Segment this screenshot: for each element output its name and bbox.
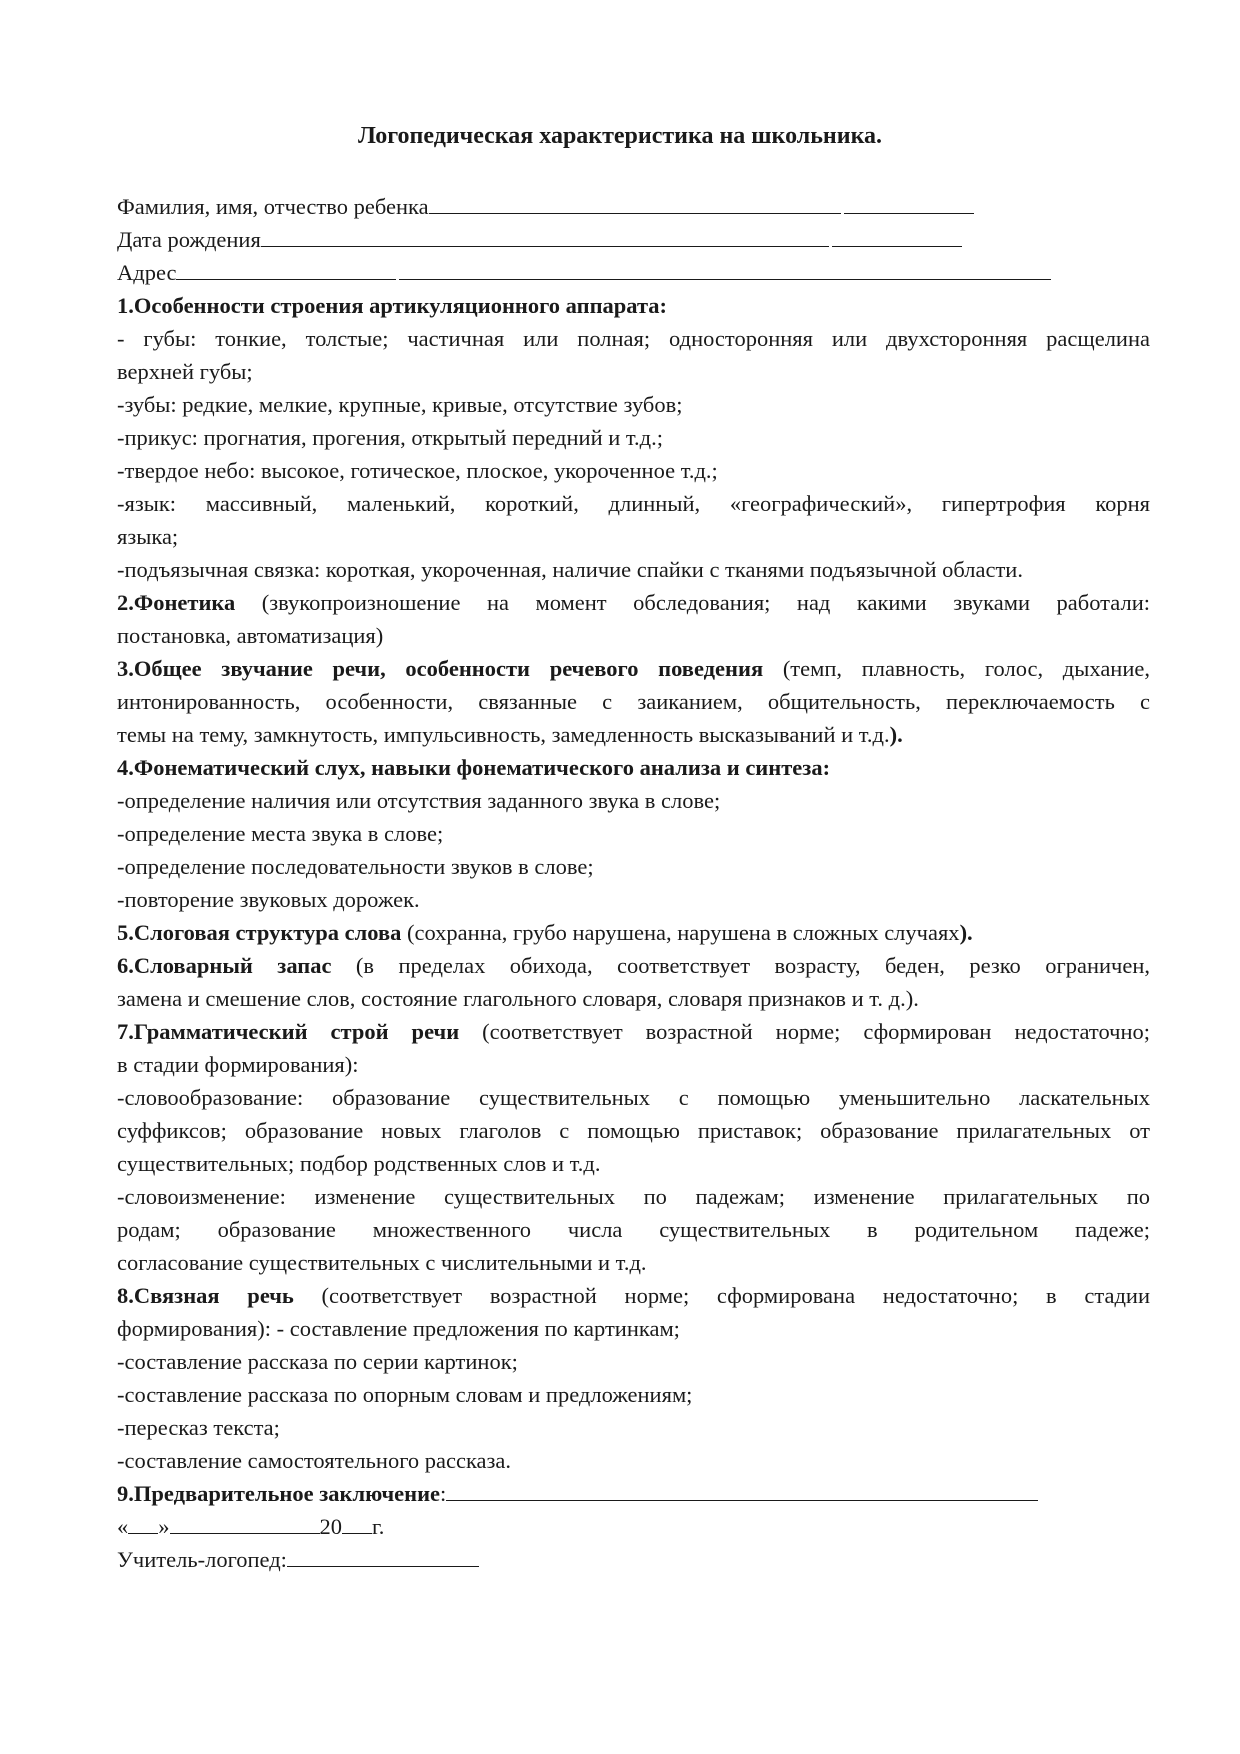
s3-text: (темп, плавность, голос, дыхание, [763, 656, 1150, 681]
address-blank-2[interactable] [399, 256, 1051, 280]
date-line [117, 1510, 1150, 1543]
s7-line: суффиксов; образование новых глаголов с помощью приставок; образование прилагательных от [117, 1118, 1150, 1143]
birth-blank[interactable] [261, 223, 829, 247]
address-label: Адрес [117, 260, 177, 285]
s3-close: ). [889, 722, 903, 747]
s3-line: интонированность, особенности, связанные с заиканием, общительность, переключаемость с [117, 689, 1150, 714]
s1-line: -зубы: редкие, мелкие, крупные, кривые, отсутствие зубов; [117, 392, 683, 417]
s7-line: существительных; подбор родственных слов и т.д. [117, 1151, 601, 1176]
birth-label: Дата рождения [117, 227, 261, 252]
s8-line: формирования): - составление предложения по картинкам; [117, 1316, 680, 1341]
document-title: Логопедическая характеристика на школьника. [357, 123, 883, 149]
birth-blank-2[interactable] [832, 223, 962, 247]
s1-line: -язык: массивный, маленький, короткий, длинный, «географический», гипертрофия корня [117, 491, 1150, 516]
s3-line [117, 718, 1150, 751]
s8-heading: 8.Связная речь [117, 1283, 294, 1308]
s7-line: родам; образование множественного числа существительных в родительном падеже; [117, 1217, 1150, 1242]
s9-colon: : [440, 1481, 447, 1506]
teacher-blank[interactable] [287, 1543, 479, 1567]
s7-line: согласование существительных с числительными и т.д. [117, 1250, 647, 1275]
address-line [117, 256, 1150, 289]
s4-line: -определение места звука в слове; [117, 821, 444, 846]
day-blank[interactable] [128, 1510, 158, 1534]
address-blank[interactable] [176, 256, 396, 280]
document-body [117, 190, 1150, 1576]
s4-line: -определение наличия или отсутствия заданного звука в слове; [117, 788, 721, 813]
s4-line: -повторение звуковых дорожек. [117, 887, 420, 912]
s3-line [117, 652, 1150, 685]
s7-line: -словоизменение: изменение существительных по падежам; изменение прилагательных по [117, 1184, 1150, 1209]
s8-line [117, 1279, 1150, 1312]
fio-blank-2[interactable] [844, 190, 974, 214]
s9-heading: 9.Предварительное заключение [117, 1481, 441, 1506]
s2-text: (звукопроизношение на момент обследования; над какими звуками работали: [235, 590, 1150, 615]
year-blank[interactable] [342, 1510, 372, 1534]
s1-line: - губы: тонкие, толстые; частичная или полная; односторонняя или двухсторонняя расщелина [117, 326, 1150, 351]
s1-line: -твердое небо: высокое, готическое, плоское, укороченное т.д.; [117, 458, 718, 483]
s4-line: -определение последовательности звуков в слове; [117, 854, 594, 879]
date-quote-open: « [117, 1514, 129, 1539]
s5-close: ). [959, 920, 973, 945]
s7-line: -словообразование: образование существительных с помощью уменьшительно ласкательных [117, 1085, 1150, 1110]
fio-label: Фамилия, имя, отчество ребенка [117, 194, 429, 219]
s4-heading: 4.Фонематический слух, навыки фонематического анализа и синтеза: [117, 755, 831, 780]
s8-line: -составление рассказа по серии картинок; [117, 1349, 518, 1374]
date-quote-close: » [158, 1514, 170, 1539]
s7-text: (соответствует возрастной норме; сформирован недостаточно; [459, 1019, 1150, 1044]
s7-line [117, 1015, 1150, 1048]
year-suffix: г. [372, 1514, 385, 1539]
fio-line [117, 190, 1150, 223]
s1-line: языка; [117, 524, 179, 549]
s6-line: замена и смешение слов, состояние глагольного словаря, словаря признаков и т. д.). [117, 986, 919, 1011]
teacher-line [117, 1543, 1150, 1576]
fio-blank[interactable] [429, 190, 841, 214]
s7-line: в стадии формирования): [117, 1052, 359, 1077]
s6-text: (в пределах обихода, соответствует возрасту, беден, резко ограничен, [331, 953, 1150, 978]
s3-heading: 3.Общее звучание речи, особенности речевого поведения [117, 656, 764, 681]
s2-line: постановка, автоматизация) [117, 623, 384, 648]
year-prefix: 20 [319, 1514, 342, 1539]
s1-line: верхней губы; [117, 359, 253, 384]
s7-heading: 7.Грамматический строй речи [117, 1019, 460, 1044]
teacher-label: Учитель-логопед: [117, 1547, 287, 1572]
s8-line: -составление рассказа по опорным словам и предложениям; [117, 1382, 693, 1407]
s8-line: -пересказ текста; [117, 1415, 280, 1440]
s1-line: -прикус: прогнатия, прогения, открытый передний и т.д.; [117, 425, 663, 450]
s5-text: (сохранна, грубо нарушена, нарушена в сложных случаях [401, 920, 960, 945]
s6-heading: 6.Словарный запас [117, 953, 332, 978]
month-blank[interactable] [170, 1510, 320, 1534]
conclusion-blank[interactable] [446, 1477, 1038, 1501]
s8-text: (соответствует возрастной норме; сформирована недостаточно; в стадии [293, 1283, 1150, 1308]
s8-line: -составление самостоятельного рассказа. [117, 1448, 512, 1473]
s5-heading: 5.Слоговая структура слова [117, 920, 402, 945]
s6-line [117, 949, 1150, 982]
s2-heading: 2.Фонетика [117, 590, 236, 615]
s1-heading: 1.Особенности строения артикуляционного аппарата: [117, 293, 668, 318]
s1-line: -подъязычная связка: короткая, укороченная, наличие спайки с тканями подъязычной области. [117, 557, 1023, 582]
s9-line [117, 1477, 1150, 1510]
birth-line [117, 223, 1150, 256]
s2-line [117, 586, 1150, 619]
s3-text: темы на тему, замкнутость, импульсивность, замедленность высказываний и т.д. [117, 722, 890, 747]
s5-line [117, 916, 1150, 949]
